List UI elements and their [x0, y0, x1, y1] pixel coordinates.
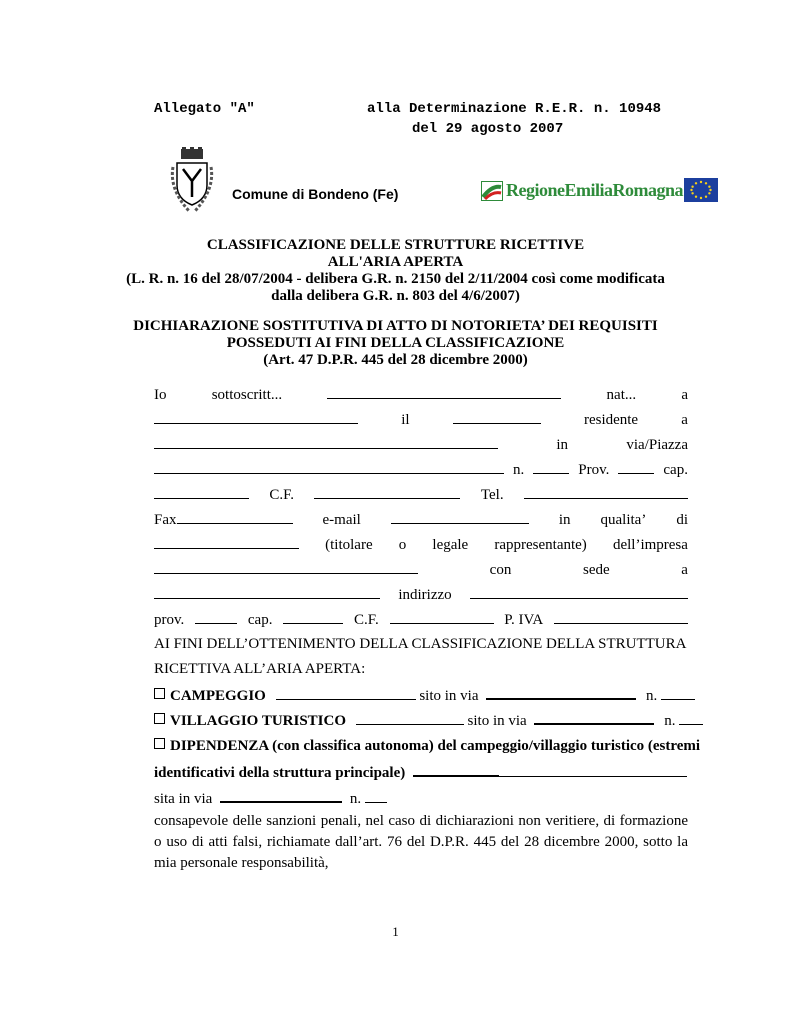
- label-sito-in-via: sito in via: [419, 688, 479, 704]
- label-o: o: [398, 537, 407, 553]
- company-cf-field[interactable]: [390, 611, 494, 624]
- ai-fini-line-1: [154, 636, 688, 653]
- sita-in-via-line: [154, 789, 387, 808]
- company-address-field[interactable]: [470, 586, 688, 599]
- label-piva: P. IVA: [504, 612, 544, 628]
- company-cap-field[interactable]: [283, 611, 343, 624]
- label-a: a: [681, 387, 688, 403]
- option-villaggio: [154, 711, 703, 730]
- label-qualita: qualita’: [600, 512, 647, 528]
- label-rappresentante: rappresentante): [494, 537, 587, 553]
- title-line-6: POSSEDUTI AI FINI DELLA CLASSIFICAZIONE: [226, 335, 565, 351]
- label-n: n.: [513, 462, 525, 478]
- title-line-1: CLASSIFICAZIONE DELLE STRUTTURE RICETTIVE: [206, 237, 585, 253]
- title-line-5: DICHIARAZIONE SOSTITUTIVA DI ATTO DI NOTORIETA’ DEI REQUISITI: [133, 318, 658, 334]
- label-prov: Prov.: [578, 462, 610, 478]
- label-residente: residente: [583, 412, 639, 428]
- company-prov-field[interactable]: [195, 611, 237, 624]
- form-row-2: [154, 411, 688, 429]
- title-line-4: dalla delibera G.R. n. 803 del 4/6/2007): [271, 288, 520, 304]
- company-city-field[interactable]: [154, 586, 380, 599]
- form-row-4: [154, 461, 688, 479]
- tel-field[interactable]: [524, 486, 688, 499]
- birthplace-field[interactable]: [154, 411, 358, 424]
- label-dipendenza: DIPENDENZA (con classifica autonoma) del campeggio/villaggio turistico (estremi: [170, 738, 701, 754]
- form-row-1: [154, 386, 688, 404]
- label-sita-in-via: sita in via: [154, 791, 213, 807]
- campeggio-name-field[interactable]: [276, 687, 416, 700]
- label-cf: C.F.: [269, 487, 295, 503]
- form-row-7: [154, 536, 688, 554]
- consapevole-paragraph: consapevole delle sanzioni penali, nel caso di dichiarazioni non veritiere, di formazione o uso di atti falsi, richiamate dall’art. 76 del D.P.R. 445 del 28 dicembre 2000, sotto la mia personale responsabilità,: [154, 813, 688, 871]
- form-row-6: [154, 511, 688, 529]
- ai-fini-text-2: RICETTIVA ALL’ARIA APERTA:: [154, 661, 366, 677]
- label-cf-2: C.F.: [354, 612, 379, 628]
- comune-name: Comune di Bondeno (Fe): [232, 186, 399, 202]
- form-row-9: [154, 586, 688, 604]
- dipendenza-street-field[interactable]: [220, 789, 342, 803]
- form-row-10: [154, 611, 688, 629]
- label-cap-2: cap.: [247, 612, 273, 628]
- residence-city-field[interactable]: [154, 436, 498, 449]
- regione-emilia-romagna-logo: [481, 180, 683, 202]
- title-line-3: (L. R. n. 16 del 28/07/2004 - delibera G.R. n. 2150 del 2/11/2004 così come modificata: [126, 271, 665, 287]
- eu-flag-icon: [684, 178, 718, 202]
- label-a-3: a: [681, 562, 688, 578]
- dipendenza-main-field-a[interactable]: [413, 763, 499, 777]
- comune-coat-of-arms-icon: [169, 147, 215, 213]
- cf-field[interactable]: [314, 486, 460, 499]
- option-campeggio: [154, 686, 695, 705]
- street-field[interactable]: [154, 461, 504, 474]
- campeggio-checkbox[interactable]: [154, 688, 165, 699]
- label-prov-2: prov.: [154, 612, 185, 628]
- villaggio-number-field[interactable]: [679, 712, 703, 725]
- label-fax: Fax: [154, 512, 177, 528]
- label-email: e-mail: [322, 512, 361, 528]
- regione-logo-text: RegioneEmiliaRomagna: [506, 180, 683, 200]
- label-indirizzo: indirizzo: [398, 587, 452, 603]
- label-n-4: n.: [349, 791, 362, 807]
- birthdate-field[interactable]: [453, 411, 541, 424]
- page-number: 1: [392, 924, 399, 939]
- determinazione-ref: alla Determinazione R.E.R. n. 10948: [367, 101, 662, 117]
- label-sottoscritt: sottoscritt...: [211, 387, 283, 403]
- ai-fini-text-1: AI FINI DELL’OTTENIMENTO DELLA CLASSIFICAZIONE DELLA STRUTTURA: [154, 636, 687, 652]
- label-tel: Tel.: [480, 487, 504, 503]
- label-in-2: in: [558, 512, 571, 528]
- label-in: in: [556, 437, 569, 453]
- regione-mark-icon: [481, 181, 503, 201]
- label-titolare: (titolare: [325, 537, 373, 553]
- dipendenza-checkbox[interactable]: [154, 738, 165, 749]
- form-row-8: [154, 561, 688, 579]
- villaggio-checkbox[interactable]: [154, 713, 165, 724]
- label-dipendenza-2: identificativi della struttura principale): [154, 765, 406, 781]
- title-line-7: (Art. 47 D.P.R. 445 del 28 dicembre 2000): [263, 352, 528, 368]
- dipendenza-main-field-b[interactable]: [499, 764, 687, 777]
- role-field[interactable]: [154, 536, 299, 549]
- email-field[interactable]: [391, 511, 529, 524]
- label-a-2: a: [681, 412, 688, 428]
- campeggio-street-field[interactable]: [486, 686, 636, 700]
- label-via-piazza: via/Piazza: [626, 437, 688, 453]
- label-cap: cap.: [663, 462, 688, 478]
- label-n-3: n.: [664, 713, 676, 729]
- dipendenza-line-2: [154, 763, 687, 782]
- label-legale: legale: [432, 537, 469, 553]
- label-di: di: [676, 512, 688, 528]
- label-villaggio: VILLAGGIO TURISTICO: [170, 713, 347, 729]
- title-line-2: ALL'ARIA APERTA: [327, 254, 464, 270]
- determinazione-date: del 29 agosto 2007: [412, 121, 564, 137]
- dipendenza-number-field[interactable]: [365, 790, 387, 803]
- label-nat: nat...: [606, 387, 637, 403]
- form-row-5: [154, 486, 688, 504]
- label-n-2: n.: [646, 688, 658, 704]
- province-field[interactable]: [618, 461, 654, 474]
- villaggio-name-field[interactable]: [356, 712, 464, 725]
- option-dipendenza: [154, 738, 701, 755]
- campeggio-number-field[interactable]: [661, 687, 695, 700]
- label-impresa: dell’impresa: [612, 537, 688, 553]
- villaggio-street-field[interactable]: [534, 711, 654, 725]
- label-io: Io: [154, 387, 167, 403]
- label-con: con: [489, 562, 512, 578]
- label-campeggio: CAMPEGGIO: [170, 688, 266, 704]
- form-row-3: [154, 436, 688, 454]
- cap-field[interactable]: [154, 486, 249, 499]
- company-field[interactable]: [154, 561, 418, 574]
- label-sede: sede: [582, 562, 610, 578]
- label-sito-in-via-2: sito in via: [467, 713, 527, 729]
- street-number-field[interactable]: [533, 461, 569, 474]
- allegato-label: Allegato "A": [154, 101, 255, 117]
- name-field[interactable]: [327, 386, 561, 399]
- company-piva-field[interactable]: [554, 611, 688, 624]
- fax-field[interactable]: [177, 511, 293, 524]
- label-il: il: [401, 412, 410, 428]
